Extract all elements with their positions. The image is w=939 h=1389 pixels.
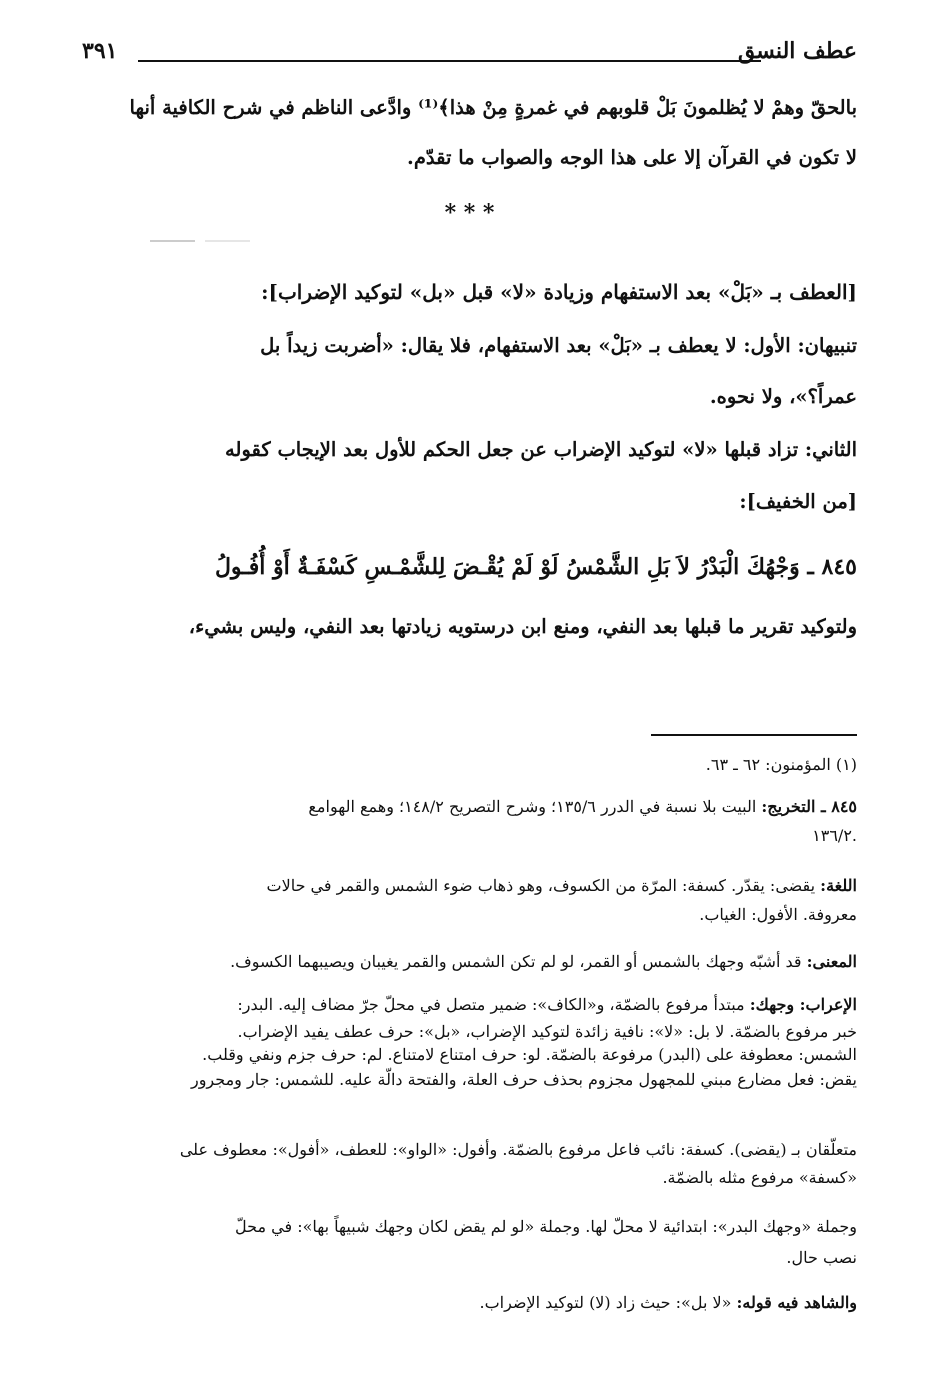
footnote-maana [230, 952, 857, 971]
footnote-takhrij-cont: ١٣٦/٢. [812, 826, 857, 845]
footnote-label: والشاهد فيه قوله: [736, 1293, 857, 1312]
faint-print-marks [140, 232, 260, 244]
body-line-3: تنبيهان: الأول: لا يعطف بـ «بَلْ» بعد الاستفهام، فلا يقال: «أضربت زيداً بل [260, 334, 857, 357]
body-line-4: عمراً؟»، ولا نحوه. [709, 385, 857, 408]
footnote-rule [651, 734, 857, 736]
footnote-text: يقضى: يقدّر. كسفة: المرّة من الكسوف، وهو ذهاب ضوء الشمس والقمر في حالات [266, 876, 816, 895]
body-line-1: بالحقّ وهمْ لا يُظلمونَ بَلْ قلوبهم في غمرةٍ مِنْ هذا﴾⁽¹⁾ وادَّعى الناظم في شرح الكافية أنها [129, 96, 857, 119]
running-header-title: عطف النسق [737, 38, 857, 64]
footnote-shahid [480, 1293, 858, 1312]
footnote-irab-line-5: متعلّقان بـ (يقضى). كسفة: نائب فاعل مرفوع بالضمّة. وأفول: «الواو»: للعطف، «أفول»: معطوف على [179, 1140, 857, 1159]
header-rule [138, 60, 761, 62]
body-line-2: لا تكون في القرآن إلا على هذا الوجه والصواب ما تقدّم. [407, 146, 857, 169]
footnote-text: مبتدأ مرفوع بالضمّة، و«الكاف»: ضمير متصل في محلّ جرّ مضاف إليه. البدر: [237, 995, 745, 1014]
footnote-label: اللغة: [820, 876, 857, 895]
footnote-irab-line-3: الشمس: معطوفة على (البدر) مرفوعة بالضمّة. لو: حرف امتناع لامتناع. لم: حرف جزم ونفي وقلب. [202, 1045, 857, 1064]
footnote-irab-line-2: خبر مرفوع بالضمّة. لا بل: «لا»: نافية زائدة لتوكيد الإضراب، «بل»: حرف عطف يفيد الإضراب. [237, 1022, 857, 1041]
body-line-5: الثاني: تزاد قبلها «لا» لتوكيد الإضراب عن جعل الحكم للأول بعد الإيجاب كقوله [225, 438, 857, 461]
section-separator: * * * [444, 200, 495, 226]
footnote-lugha-cont: معروفة. الأفول: الغياب. [699, 905, 857, 924]
page-number: ٣٩١ [82, 38, 118, 64]
footnote-irab [237, 995, 857, 1014]
footnote-1: (١) المؤمنون: ٦٢ ـ ٦٣. [705, 755, 857, 774]
footnote-jumla: وجملة «وجهك البدر»: ابتدائية لا محلّ لها. وجملة «لو لم يقض لكان وجهك شبيهاً بها»: في محلّ [235, 1217, 857, 1236]
footnote-irab-line-4: يقض: فعل مضارع مبني للمجهول مجزوم بحذف حرف العلة، والفتحة دالّة عليه. للشمس: جار ومجرور [190, 1070, 857, 1089]
footnote-text: قد أشبّه وجهك بالشمس أو القمر، لو لم تكن الشمس والقمر يغيبان ويصيبهما الكسوف. [230, 952, 802, 971]
footnote-takhrij [308, 797, 857, 816]
footnote-jumla-cont: نصب حال. [786, 1248, 857, 1267]
poetry-verse: ٨٤٥ ـ وَجْهُكَ الْبَدْرُ لاَ بَلِ الشَّمْسُ لَوْ لَمْ يُقْـضَ لِلشَّمْـسِ كَسْفَـةٌ أَوْ أُفُـولُ [214, 554, 857, 580]
footnote-lugha [267, 876, 858, 895]
footnote-label: ٨٤٥ ـ التخريج: [761, 797, 857, 816]
body-line-7: ولتوكيد تقرير ما قبلها بعد النفي، ومنع ابن درستويه زيادتها بعد النفي، وليس بشيء، [188, 615, 857, 638]
footnote-text: البيت بلا نسبة في الدرر ١٣٥/٦؛ وشرح التصريح ١٤٨/٢؛ وهمع الهوامع [308, 797, 757, 816]
footnote-text: «لا بل»: حيث زاد (لا) لتوكيد الإضراب. [479, 1293, 732, 1312]
section-heading: [العطف بـ «بَلْ» بعد الاستفهام وزيادة «لا» قبل «بل» لتوكيد الإضراب]: [261, 280, 857, 304]
footnote-label: الإعراب: وجهك: [749, 995, 857, 1014]
footnote-label: المعنى: [806, 952, 857, 971]
footnote-irab-line-6: «كسفة» مرفوع مثله بالضمّة. [662, 1168, 857, 1187]
body-line-6: [من الخفيف]: [739, 490, 857, 513]
